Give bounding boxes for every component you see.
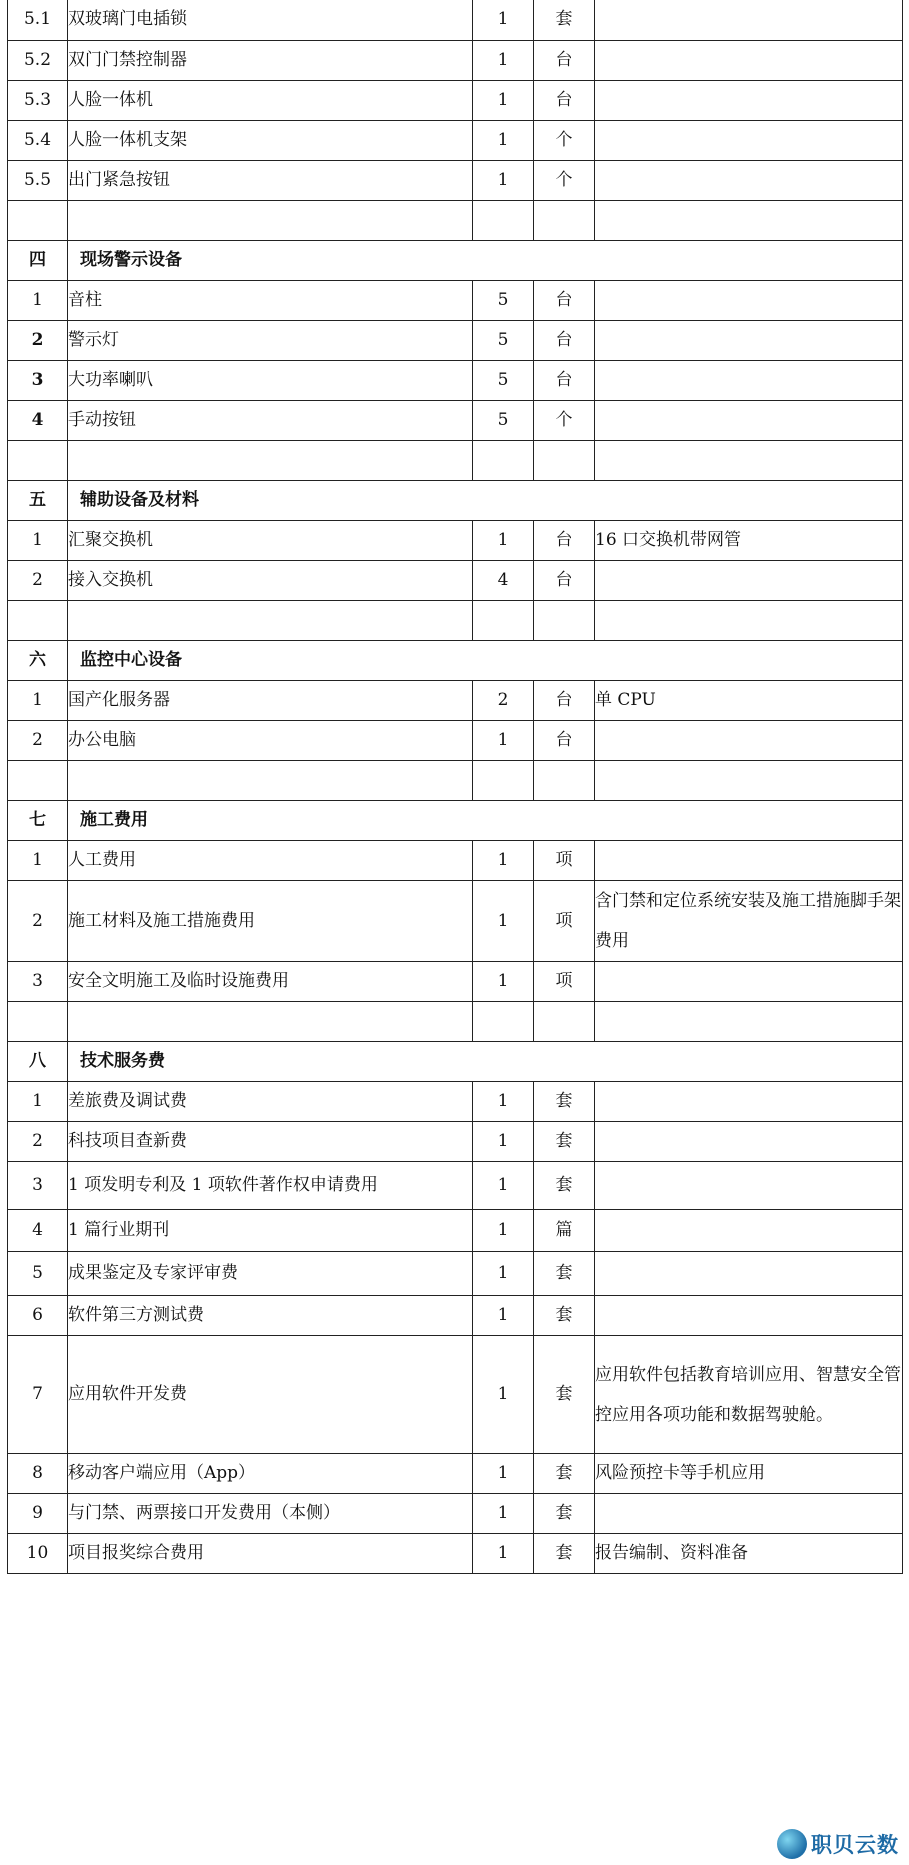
section-number: 七 (8, 801, 68, 841)
item-number: 1 (8, 681, 68, 721)
item-number: 5.2 (8, 41, 68, 81)
section-number: 八 (8, 1042, 68, 1082)
item-quantity: 1 (473, 1162, 534, 1210)
blank-cell (473, 761, 534, 801)
item-name: 项目报奖综合费用 (68, 1534, 473, 1574)
blank-cell (473, 201, 534, 241)
section-title: 施工费用 (68, 801, 903, 841)
item-quantity: 1 (473, 1454, 534, 1494)
item-unit: 套 (534, 1534, 595, 1574)
item-number: 2 (8, 561, 68, 601)
item-note: 16 口交换机带网管 (595, 521, 903, 561)
blank-cell (534, 201, 595, 241)
item-note (595, 1252, 903, 1296)
table-row (8, 681, 903, 721)
item-name: 1 项发明专利及 1 项软件著作权申请费用 (68, 1162, 473, 1210)
item-note: 应用软件包括教育培训应用、智慧安全管控应用各项功能和数据驾驶舱。 (595, 1336, 903, 1454)
blank-cell (8, 1002, 68, 1042)
section-header-row (8, 481, 903, 521)
blank-cell (68, 601, 473, 641)
item-note (595, 401, 903, 441)
blank-cell (473, 601, 534, 641)
item-unit: 套 (534, 1336, 595, 1454)
table-row (8, 1252, 903, 1296)
item-quantity: 1 (473, 161, 534, 201)
item-note (595, 281, 903, 321)
blank-cell (473, 1002, 534, 1042)
table-row (8, 81, 903, 121)
item-note (595, 0, 903, 41)
item-name: 人脸一体机 (68, 81, 473, 121)
item-quantity: 1 (473, 962, 534, 1002)
blank-cell (8, 761, 68, 801)
item-quantity: 5 (473, 361, 534, 401)
item-note (595, 1210, 903, 1252)
item-number: 2 (8, 881, 68, 962)
item-note (595, 841, 903, 881)
item-unit: 台 (534, 561, 595, 601)
item-quantity: 1 (473, 841, 534, 881)
blank-row (8, 201, 903, 241)
item-unit: 套 (534, 1296, 595, 1336)
blank-cell (8, 441, 68, 481)
section-title: 辅助设备及材料 (68, 481, 903, 521)
item-number: 5 (8, 1252, 68, 1296)
blank-cell (595, 1002, 903, 1042)
item-name: 大功率喇叭 (68, 361, 473, 401)
item-unit: 套 (534, 1162, 595, 1210)
item-note (595, 361, 903, 401)
item-number: 8 (8, 1454, 68, 1494)
section-number: 四 (8, 241, 68, 281)
item-number: 4 (8, 401, 68, 441)
table-row (8, 401, 903, 441)
item-unit: 套 (534, 1494, 595, 1534)
item-unit: 套 (534, 1122, 595, 1162)
item-unit: 套 (534, 0, 595, 41)
globe-logo-icon (777, 1829, 807, 1859)
item-number: 2 (8, 1122, 68, 1162)
blank-cell (595, 601, 903, 641)
item-quantity: 1 (473, 1494, 534, 1534)
item-note: 报告编制、资料准备 (595, 1534, 903, 1574)
item-number: 6 (8, 1296, 68, 1336)
blank-cell (595, 761, 903, 801)
blank-cell (68, 441, 473, 481)
table-row (8, 1454, 903, 1494)
blank-cell (68, 1002, 473, 1042)
item-number: 1 (8, 281, 68, 321)
item-note (595, 561, 903, 601)
table-row (8, 561, 903, 601)
blank-row (8, 1002, 903, 1042)
table-row (8, 881, 903, 962)
table-row (8, 962, 903, 1002)
table-row (8, 1494, 903, 1534)
section-number: 六 (8, 641, 68, 681)
item-number: 4 (8, 1210, 68, 1252)
item-number: 3 (8, 1162, 68, 1210)
item-number: 3 (8, 962, 68, 1002)
item-note (595, 161, 903, 201)
item-quantity: 5 (473, 321, 534, 361)
item-name: 双玻璃门电插锁 (68, 0, 473, 41)
table-row (8, 321, 903, 361)
blank-cell (8, 201, 68, 241)
item-name: 办公电脑 (68, 721, 473, 761)
item-name: 应用软件开发费 (68, 1336, 473, 1454)
item-note (595, 81, 903, 121)
blank-row (8, 761, 903, 801)
table-row (8, 161, 903, 201)
table-row (8, 721, 903, 761)
item-number: 1 (8, 1082, 68, 1122)
item-quantity: 4 (473, 561, 534, 601)
item-unit: 项 (534, 881, 595, 962)
item-unit: 台 (534, 361, 595, 401)
item-quantity: 1 (473, 1082, 534, 1122)
item-note (595, 121, 903, 161)
blank-cell (473, 441, 534, 481)
item-name: 施工材料及施工措施费用 (68, 881, 473, 962)
section-header-row (8, 801, 903, 841)
table-row (8, 841, 903, 881)
blank-row (8, 601, 903, 641)
item-quantity: 1 (473, 1122, 534, 1162)
item-name: 双门门禁控制器 (68, 41, 473, 81)
item-quantity: 1 (473, 0, 534, 41)
item-unit: 台 (534, 321, 595, 361)
item-note (595, 1296, 903, 1336)
item-name: 软件第三方测试费 (68, 1296, 473, 1336)
item-name: 出门紧急按钮 (68, 161, 473, 201)
item-number: 7 (8, 1336, 68, 1454)
item-unit: 套 (534, 1454, 595, 1494)
item-number: 1 (8, 841, 68, 881)
item-name: 差旅费及调试费 (68, 1082, 473, 1122)
item-quantity: 1 (473, 41, 534, 81)
item-number: 5.1 (8, 0, 68, 41)
item-quantity: 1 (473, 81, 534, 121)
item-note (595, 962, 903, 1002)
item-name: 人脸一体机支架 (68, 121, 473, 161)
watermark-text: 职贝云数 (811, 1833, 899, 1857)
table-row (8, 281, 903, 321)
blank-row (8, 441, 903, 481)
item-number: 2 (8, 321, 68, 361)
section-number: 五 (8, 481, 68, 521)
section-header-row (8, 241, 903, 281)
blank-cell (534, 761, 595, 801)
item-name: 科技项目查新费 (68, 1122, 473, 1162)
item-unit: 个 (534, 401, 595, 441)
item-name: 汇聚交换机 (68, 521, 473, 561)
table-row (8, 41, 903, 81)
table-row (8, 1082, 903, 1122)
blank-cell (534, 1002, 595, 1042)
item-name: 手动按钮 (68, 401, 473, 441)
table-row (8, 1162, 903, 1210)
item-unit: 项 (534, 962, 595, 1002)
blank-cell (68, 201, 473, 241)
item-name: 成果鉴定及专家评审费 (68, 1252, 473, 1296)
item-quantity: 1 (473, 881, 534, 962)
table-row (8, 361, 903, 401)
item-quantity: 1 (473, 521, 534, 561)
item-unit: 台 (534, 81, 595, 121)
item-note (595, 1122, 903, 1162)
item-quantity: 1 (473, 1210, 534, 1252)
section-title: 现场警示设备 (68, 241, 903, 281)
item-unit: 台 (534, 41, 595, 81)
table-row (8, 121, 903, 161)
equipment-cost-table (7, 0, 903, 1574)
item-unit: 个 (534, 161, 595, 201)
item-note: 单 CPU (595, 681, 903, 721)
item-note (595, 1082, 903, 1122)
section-header-row (8, 1042, 903, 1082)
blank-cell (8, 601, 68, 641)
item-number: 9 (8, 1494, 68, 1534)
item-unit: 台 (534, 721, 595, 761)
item-name: 人工费用 (68, 841, 473, 881)
item-name: 移动客户端应用（App） (68, 1454, 473, 1494)
table-row (8, 1336, 903, 1454)
item-number: 5.4 (8, 121, 68, 161)
item-name: 音柱 (68, 281, 473, 321)
item-number: 1 (8, 521, 68, 561)
table-row (8, 1534, 903, 1574)
item-quantity: 1 (473, 121, 534, 161)
item-name: 与门禁、两票接口开发费用（本侧） (68, 1494, 473, 1534)
item-unit: 台 (534, 521, 595, 561)
item-quantity: 1 (473, 721, 534, 761)
item-number: 10 (8, 1534, 68, 1574)
item-name: 国产化服务器 (68, 681, 473, 721)
item-unit: 套 (534, 1252, 595, 1296)
item-quantity: 5 (473, 401, 534, 441)
item-name: 接入交换机 (68, 561, 473, 601)
item-unit: 台 (534, 681, 595, 721)
item-number: 3 (8, 361, 68, 401)
item-quantity: 2 (473, 681, 534, 721)
item-quantity: 5 (473, 281, 534, 321)
blank-cell (68, 761, 473, 801)
table-row (8, 1122, 903, 1162)
item-name: 警示灯 (68, 321, 473, 361)
item-number: 2 (8, 721, 68, 761)
blank-cell (595, 201, 903, 241)
watermark (775, 1825, 903, 1863)
item-note: 含门禁和定位系统安装及施工措施脚手架费用 (595, 881, 903, 962)
item-number: 5.5 (8, 161, 68, 201)
blank-cell (534, 441, 595, 481)
item-name: 安全文明施工及临时设施费用 (68, 962, 473, 1002)
item-note (595, 1494, 903, 1534)
section-header-row (8, 641, 903, 681)
item-note (595, 41, 903, 81)
blank-cell (534, 601, 595, 641)
item-name: 1 篇行业期刊 (68, 1210, 473, 1252)
item-unit: 个 (534, 121, 595, 161)
item-unit: 篇 (534, 1210, 595, 1252)
item-quantity: 1 (473, 1296, 534, 1336)
table-row (8, 1210, 903, 1252)
item-unit: 项 (534, 841, 595, 881)
item-quantity: 1 (473, 1534, 534, 1574)
item-note: 风险预控卡等手机应用 (595, 1454, 903, 1494)
table-row (8, 1296, 903, 1336)
item-unit: 台 (534, 281, 595, 321)
item-quantity: 1 (473, 1252, 534, 1296)
table-row (8, 0, 903, 41)
item-unit: 套 (534, 1082, 595, 1122)
blank-cell (595, 441, 903, 481)
table-row (8, 521, 903, 561)
item-quantity: 1 (473, 1336, 534, 1454)
section-title: 技术服务费 (68, 1042, 903, 1082)
item-note (595, 1162, 903, 1210)
item-note (595, 321, 903, 361)
item-number: 5.3 (8, 81, 68, 121)
item-note (595, 721, 903, 761)
section-title: 监控中心设备 (68, 641, 903, 681)
